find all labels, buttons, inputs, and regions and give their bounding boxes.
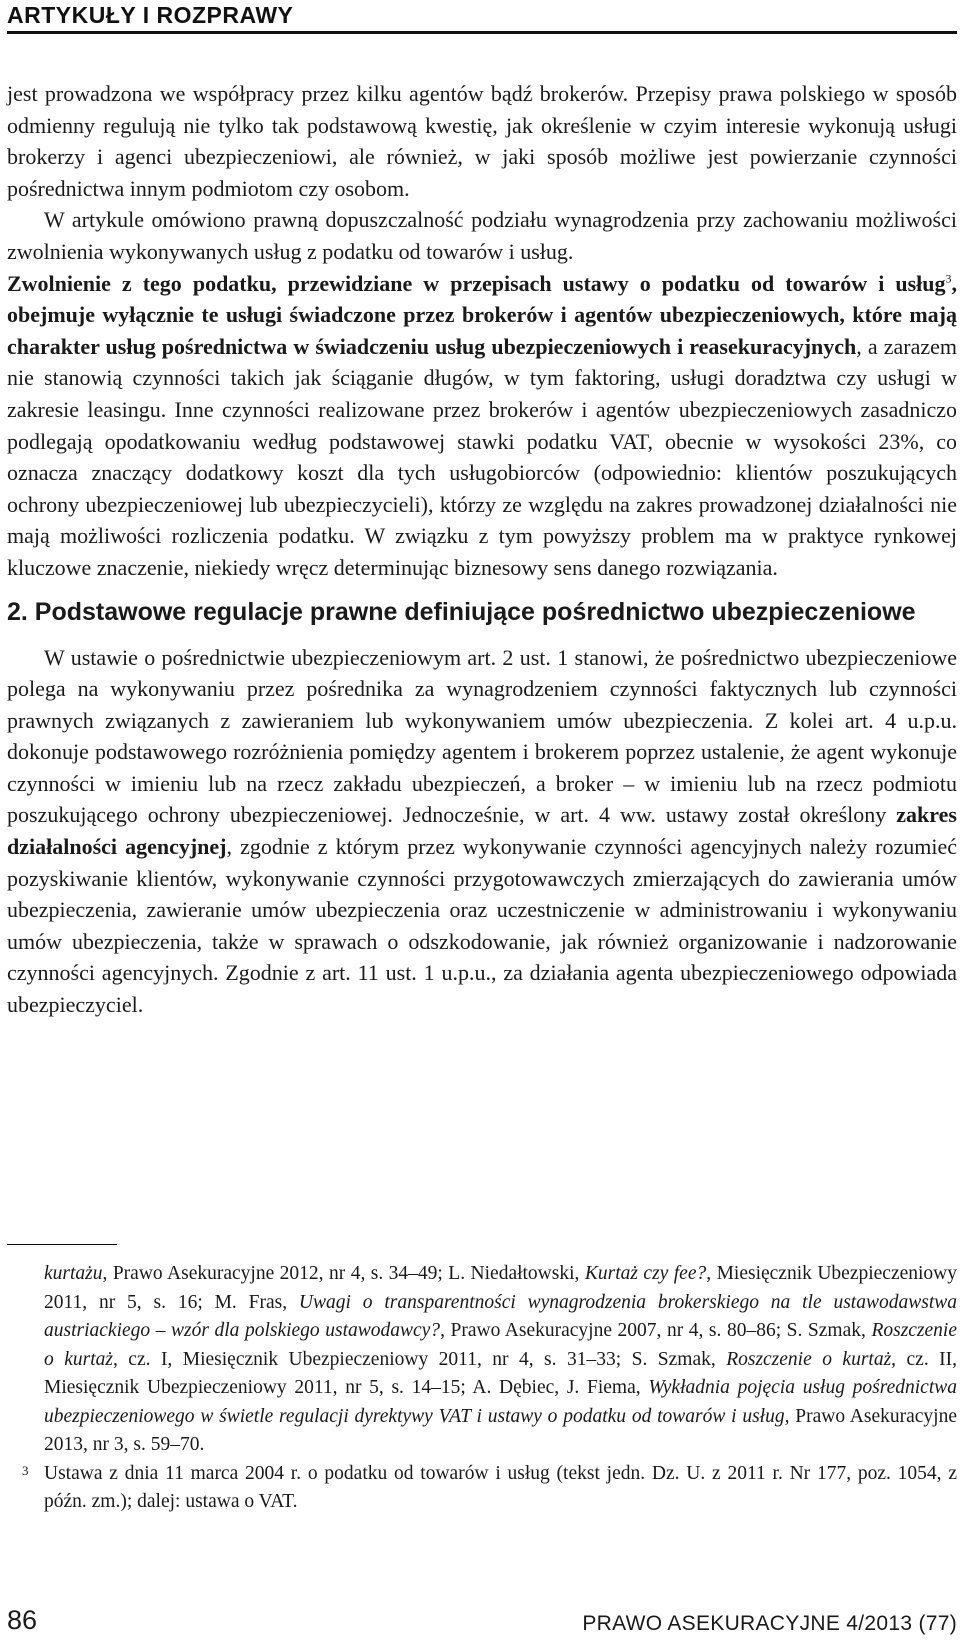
- paragraph-1: jest prowadzona we współpracy przez kilku agentów bądź brokerów. Przepisy prawa polskiego w sposób odmienny regulują nie tylko tak podstawową kwestię, jak określenie w czyim interesie wykonują usługi brokerzy i agenci ubezpieczeniowi, ale również, w jaki sposób możliwe jest powierzanie czynności pośrednictwa innym podmiotom czy osobom.: [7, 81, 957, 201]
- footnote-text: , Prawo Asekuracyjne 2007, nr 4, s. 80–86; S. Szmak,: [440, 1320, 872, 1341]
- italic-text: Kurtaż czy fee?: [584, 1263, 707, 1284]
- bold-text: zakres działalności agencyjnej: [7, 802, 957, 860]
- footnotes: [7, 1260, 957, 1517]
- body-text: [7, 78, 957, 1021]
- footnote-ref-3[interactable]: 3: [945, 271, 952, 286]
- section-label: ARTYKUŁY I ROZPRAWY: [7, 2, 294, 28]
- footnote-text: Prawo Asekuracyjne 2013, nr 3, s. 59–70.: [44, 1405, 957, 1455]
- journal-title: PRAWO ASEKURACYJNE 4/2013 (77): [582, 1612, 957, 1635]
- footnote-rule: [7, 1244, 117, 1245]
- paragraph-4-start: W ustawie o pośrednictwie ubezpieczeniowym art. 2 ust. 1 stanowi, że pośrednictwo ubezpieczeniowe polega na wykonywaniu przez pośrednika za wynagrodzeniem czynności faktycznych lub czynności prawnych związanych z zawieraniem lub wykonywaniem umów ubezpieczenia. Z kolei art. 4 u.p.u. dokonuje podstawowego rozróżnienia pomiędzy agentem i brokerem poprzez ustalenie, że agent wykonuje czynności w imieniu lub na rzecz zakładu ubezpieczeń, a broker – w imieniu lub na rzecz podmiotu poszukującego ochrony ubezpieczeniowej. Jednocześnie, w art. 4 ww. ustawy został określony: [7, 644, 957, 828]
- document-page: [7, 0, 957, 1646]
- footnote-text: , cz. II, Miesięcznik Ubezpieczeniowy 2011, nr 5, s. 14–15; A. Dębiec, J. Fiema,: [44, 1348, 958, 1398]
- italic-text: kurtażu: [44, 1263, 103, 1284]
- header-rule: [7, 31, 957, 34]
- footnote-continued: [7, 1260, 957, 1460]
- footnote-text: Ustawa z dnia 11 marca 2004 r. o podatku od towarów i usług (tekst jedn. Dz. U. z 2011 r. Nr 177, poz. 1054, z późn. zm.); dalej: ustawa o VAT.: [44, 1462, 957, 1512]
- page-number: 86: [7, 1605, 38, 1635]
- italic-text: Uwagi o transparentności wynagrodzenia brokerskiego na tle ustawodawstwa austriackiego – wzór dla polskiego ustawodawcy?: [44, 1291, 957, 1341]
- footnote-3: [7, 1460, 957, 1517]
- italic-text: Wykładnia pojęcia usług pośrednictwa ubezpieczeniowego w świetle regulacji dyrektywy VAT i ustawy o podatku od towarów i usług,: [44, 1377, 957, 1427]
- italic-text: Roszczenie o kurtaż: [44, 1320, 957, 1370]
- paragraph-3-rest: , a zarazem nie stanowią czynności takich jak ściąganie długów, w tym faktoring, usługi doradztwa czy usługi w zakresie leasingu. Inne czynności realizowane przez brokerów i agentów ubezpieczeniowych zasadniczo podlegają opodatkowaniu według podstawowej stawki podatku VAT, obecnie w wysokości 23%, co oznacza znaczący dodatkowy koszt dla tych usługobiorców (odpowiednio: klientów poszukujących ochrony ubezpieczeniowej lub ubezpieczycieli), którzy ze względu na zakres prowadzonej działalności nie mają możliwości rozliczenia podatku. W związku z tym powyższy problem ma w praktyce rynkowej kluczowe znaczenie, niekiedy wręcz determinując biznesowy sens danego rozwiązania.: [7, 333, 958, 580]
- paragraph-4: [7, 642, 957, 1021]
- paragraph-2: W artykule omówiono prawną dopuszczalność podziału wynagrodzenia przy zachowaniu możliwości zwolnienia wykonywanych usług z podatku od towarów i usług.: [7, 207, 957, 264]
- footnote-text: , Prawo Asekuracyjne 2012, nr 4, s. 34–49; L. Niedałtowski,: [102, 1263, 585, 1284]
- bold-text: Zwolnienie z tego podatku, przewidziane w przepisach ustawy o podatku od towarów i usług: [7, 270, 946, 296]
- bold-text: , obejmuje wyłącznie te usługi świadczone przez brokerów i agentów ubezpieczeniowych, które mają charakter usług pośrednictwa w świadczeniu usług ubezpieczeniowych i reasekuracyjnych: [7, 270, 957, 359]
- paragraph-4-end: , zgodnie z którym przez wykonywanie czynności agencyjnych należy rozumieć pozyskiwanie klientów, wykonywanie czynności przygotowawczych zmierzających do zawierania umów ubezpieczenia, zawieranie umów ubezpieczenia oraz uczestniczenie w administrowaniu i wykonywaniu umów ubezpieczenia, także w sprawach o odszkodowanie, jak również organizowanie i nadzorowanie czynności agencyjnych. Zgodnie z art. 11 ust. 1 u.p.u., za działania agenta ubezpieczeniowego odpowiada ubezpieczyciel.: [7, 834, 957, 1018]
- paragraph-3: [7, 268, 957, 584]
- section-heading: 2. Podstawowe regulacje prawne definiujące pośrednictwo ubezpieczeniowe: [7, 597, 916, 626]
- italic-text: Roszczenie o kurtaż: [726, 1348, 892, 1370]
- footnote-text: , cz. I, Miesięcznik Ubezpieczeniowy 2011, nr 4, s. 31–33; S. Szmak,: [112, 1348, 727, 1370]
- footnote-text: , Miesięcznik Ubezpieczeniowy 2011, nr 5, s. 16; M. Fras,: [44, 1263, 958, 1313]
- footnote-number: 3: [22, 1462, 29, 1478]
